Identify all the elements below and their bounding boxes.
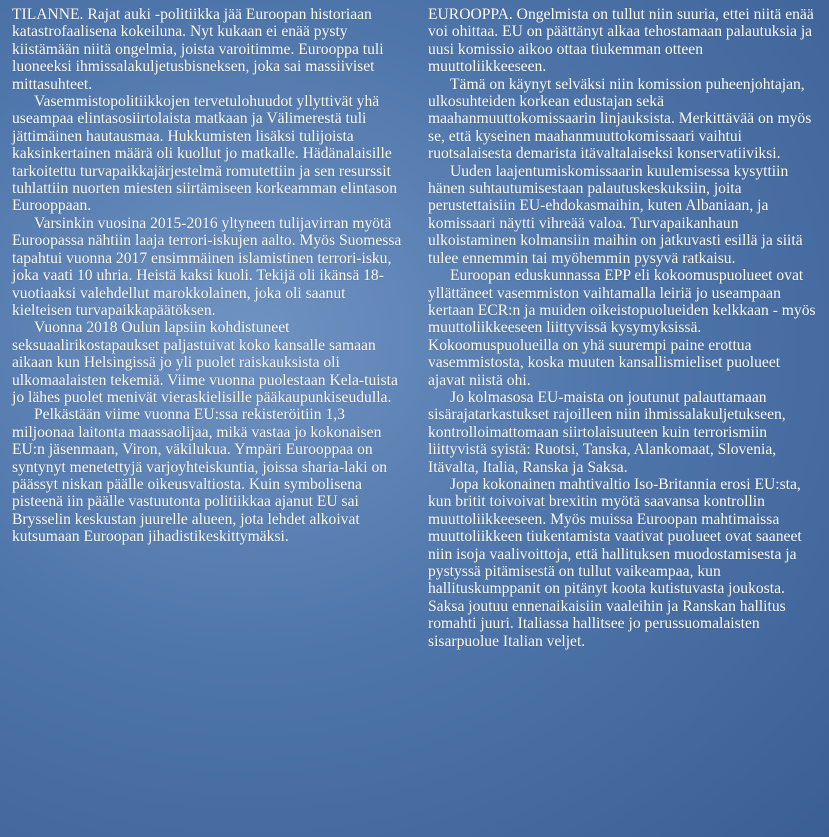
right-column	[428, 6, 820, 650]
paragraph: Vuonna 2018 Oulun lapsiin kohdistuneet seksuaalirikostapaukset paljastuivat koko kansalle samaan aikaan kun Helsingissä jo yli puolet raiskauksista oli ulkomaalaisten tekemiä. Viime vuonna puolestaan Kela-tuista jo lähes puolet menivät vieraskielisille pääkaupunkiseudulla.	[12, 319, 398, 406]
left-column	[12, 6, 408, 546]
paragraph: Pelkästään viime vuonna EU:ssa rekisteröitiin 1,3 miljoonaa laitonta maassaolijaa, mikä vastaa jo kokonaisen EU:n jäsenmaan, Viron, väkilukua. Ympäri Eurooppaa on syntynyt menetettyjä varjoyhteiskuntia, joissa sharia-laki on päässyt niskan päälle oikeusvaltiosta. Kuin symbolisena pisteenä iin päälle vastuutonta politiikkaa ajanut EU sai Brysselin keskustan juurelle alueen, jota lehdet alkoivat kutsumaan Euroopan jihadistikeskittymäksi.	[12, 406, 388, 546]
paragraph: Uuden laajentumiskomissaarin kuulemisessa kysyttiin hänen suhtautumisestaan palautuskeskuksiin, joita perustettaisiin EU-ehdokasmaihin, kuten Albaniaan, ja komissaari näytti vihreää valoa. Turvapaikanhaun ulkoistaminen kolmansiin maihin on jatkuvasti esillä ja siitä tulee ennemmin tai myöhemmin pysyvä ratkaisu.	[428, 162, 803, 267]
paragraph: Jopa kokonainen mahtivaltio Iso-Britannia erosi EU:sta, kun britit toivoivat brexitin myötä saavansa kontrollin muuttoliikkeeseen. Myös muissa Euroopan mahtimaissa muuttoliikkeen tiukentamista vaativat puolueet ovat saaneet niin isoja vaalivoittoja, että hallituksen muodostamisesta ja pystyssä pitämisestä on tullut vaikeampaa, kun hallituskumppanit on pitänyt koota kutistuvasta joukosta. Saksa joutuu ennenaikaisiin vaaleihin ja Ranskan hallitus romahti juuri. Italiassa hallitsee jo perussuomalaisten sisarpuolue Italian veljet.	[428, 475, 802, 650]
paragraph-tilanne: TILANNE. Rajat auki -politiikka jää Euroopan historiaan katastrofaalisena kokeiluna. Nyt kukaan ei enää pysty kiistämään niitä ongelmia, joista varoitimme. Eurooppa tuli luoneeksi ihmissalakuljetusbisneksen, joka sai massiiviset mittasuhteet.	[12, 6, 384, 93]
paragraph: Euroopan eduskunnassa EPP eli kokoomuspuolueet ovat yllättäneet vasemmiston vaihtamalla leiriä jo useampaan kertaan ECR:n ja muiden oikeistopuolueiden kelkkaan - myös muuttoliikkeeseen liittyvissä kysymyksissä. Kokoomuspuolueilla on yhä suurempi paine erottua vasemmistosta, koska muuten kansallismieliset puolueet ajavat niistä ohi.	[428, 267, 816, 389]
paragraph-eurooppa: EUROOPPA. Ongelmista on tullut niin suuria, ettei niitä enää voi ohittaa. EU on päättänyt alkaa tehostamaan palautuksia ja uusi komissio aikoo ottaa tiukemman otteen muuttoliikkeeseen.	[428, 6, 814, 76]
paragraph: Varsinkin vuosina 2015-2016 yltyneen tulijavirran myötä Euroopassa nähtiin laaja terrori-iskujen aalto. Myös Suomessa tapahtui vuonna 2017 ensimmäinen islamistinen terrori-isku, joka vaati 10 uhria. Heistä kaksi kuoli. Tekijä oli ikänsä 18-vuotiaaksi valehdellut marokkolainen, joka oli saanut kielteisen turvapaikkapäätöksen.	[12, 214, 402, 319]
paragraph: Tämä on käynyt selväksi niin komission puheenjohtajan, ulkosuhteiden korkean edustajan sekä maahanmuuttokomissaarin linjauksista. Merkittävää on myös se, että kyseinen maahanmuuttokomissaari vaihtui ruotsalaisesta demarista itävaltalaiseksi konservatiiviksi.	[428, 75, 812, 163]
paragraph: Vasemmistopolitiikkojen tervetulohuudot yllyttivät yhä useampaa elintasosiirtolaista matkaan ja Välimerestä tuli jättimäinen hautausmaa. Hukkumisten lisäksi tulijoista kaksinkertainen määrä oli kuollut jo matkalle. Hädänalaisille tarkoitettu turvapaikkajärjestelmä romutettiin ja sen resurssit tuhlattiin nuorten miesten siirtämiseen korkeamman elintason Eurooppaan.	[12, 93, 397, 215]
paragraph: Jo kolmasosa EU-maista on joutunut palauttamaan sisärajatarkastukset rajoilleen niin ihmissalakuljetukseen, kontrolloimattomaan siirtolaisuuteen kuin terrorismiin liittyvistä syistä: Ruotsi, Tanska, Alankomaat, Slovenia, Itävalta, Italia, Ranska ja Saksa.	[428, 388, 786, 476]
